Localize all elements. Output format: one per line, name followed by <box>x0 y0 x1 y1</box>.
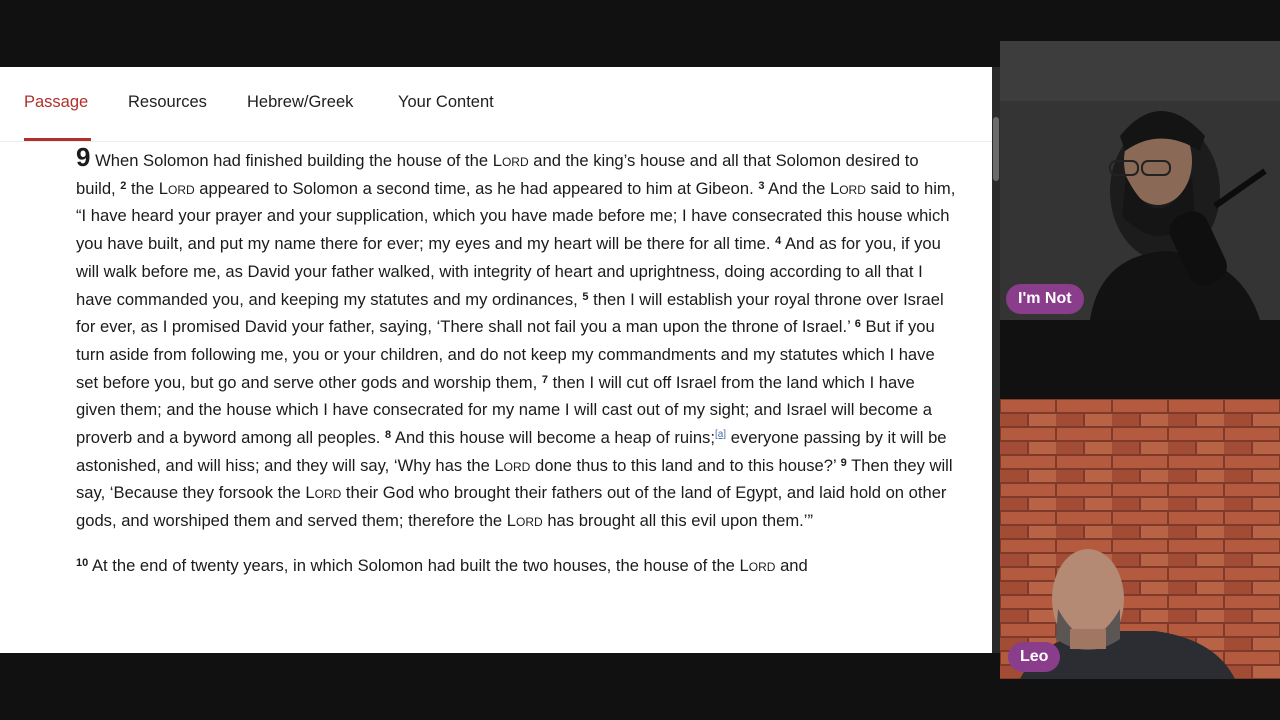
verse-text: Then they will say, ‘Because they forsook the <box>76 455 953 503</box>
divine-name: Lord <box>158 178 195 198</box>
verse-text: then I will cut off Israel from the land which I have given them; and the house which I have consecrated for my name I will cast out of my sight; and Israel will become a proverb and a byword among all peoples. <box>76 372 932 448</box>
verse-text: done thus to this land and to this house?’ <box>534 455 837 475</box>
verse-text: And as for you, if you will walk before me, as David your father walked, with integrity of heart and uprightness, doing according to all that I have commanded you, and keeping my statutes and my ordinances, <box>76 234 941 309</box>
passage-text <box>76 142 956 580</box>
verse-text: At the end of twenty years, in which Solomon had built the two houses, the house of the <box>91 555 735 575</box>
tab-hebrew-greek[interactable]: Hebrew/Greek <box>247 93 354 111</box>
verse-text: And this house will become a heap of ruins; <box>394 428 715 448</box>
verse-text: the <box>131 178 155 198</box>
divine-name: Lord <box>739 555 776 575</box>
verse-text: But if you turn aside from following me, you or your children, and do not keep my commandments and my statutes which I have set before you, but go and serve other gods and worship them, <box>76 317 935 392</box>
verse-text: then I will establish your royal throne over Israel for ever, as I promised David your father, saying, ‘There shall not fail you a man upon the throne of Israel.’ <box>76 289 944 337</box>
chapter-number: 9 <box>76 142 91 172</box>
video-tile-participant-2 <box>1000 399 1280 679</box>
verse-number: 8 <box>385 429 392 442</box>
paragraph <box>76 142 956 535</box>
verse-text: and the king’s house and all that Solomon desired to build, <box>76 151 919 198</box>
verse-text: has brought all this evil upon them.’” <box>547 511 813 531</box>
bible-page <box>0 67 992 653</box>
verse-number: 9 <box>840 456 847 469</box>
divine-name: Lord <box>494 455 531 475</box>
tab-passage[interactable]: Passage <box>24 93 89 111</box>
verse-number: 5 <box>582 290 589 303</box>
verse-text: When Solomon had finished building the house of the <box>95 151 489 170</box>
active-tab-indicator <box>24 138 91 141</box>
divine-name: Lord <box>492 151 529 170</box>
verse-text: appeared to Solomon a second time, as he had appeared to him at Gibeon. <box>199 178 754 198</box>
verse-number: 3 <box>758 179 765 192</box>
paragraph <box>76 552 956 580</box>
participant-video-icon <box>1000 41 1280 320</box>
verse-text: everyone passing by it will be astonished, and will hiss; and they will say, ‘Why has the <box>76 428 947 475</box>
tab-bar <box>0 67 992 142</box>
verse-number: 4 <box>775 235 782 248</box>
verse-number: 2 <box>120 179 127 192</box>
verse-text: and <box>780 555 808 575</box>
divine-name: Lord <box>829 178 866 198</box>
verse-text: their God who brought their fathers out of the land of Egypt, and laid hold on other gods, and worshiped them and served them; therefore the <box>76 483 947 531</box>
tab-your-content[interactable]: Your Content <box>398 93 494 111</box>
divine-name: Lord <box>305 483 342 503</box>
video-tile-participant-1 <box>1000 41 1280 320</box>
verse-number: 10 <box>76 556 89 569</box>
footnote-link[interactable]: [a] <box>714 429 727 441</box>
participant-name-badge: I'm Not <box>1006 284 1084 314</box>
verse-number: 6 <box>854 318 861 331</box>
brick-wall-background-icon <box>1000 399 1280 679</box>
verse-text: said to him, “I have heard your prayer and your supplication, which you have made before me; I have consecrated this house which you have built, and put my name there for ever; my eyes and my heart will be there for all time. <box>76 178 956 254</box>
verse-text: And the <box>768 178 826 198</box>
scrollbar-thumb[interactable] <box>993 117 999 181</box>
verse-number: 7 <box>541 373 548 386</box>
participant-name-badge: Leo <box>1008 642 1060 672</box>
divine-name: Lord <box>506 511 543 531</box>
tab-resources[interactable]: Resources <box>128 93 207 111</box>
